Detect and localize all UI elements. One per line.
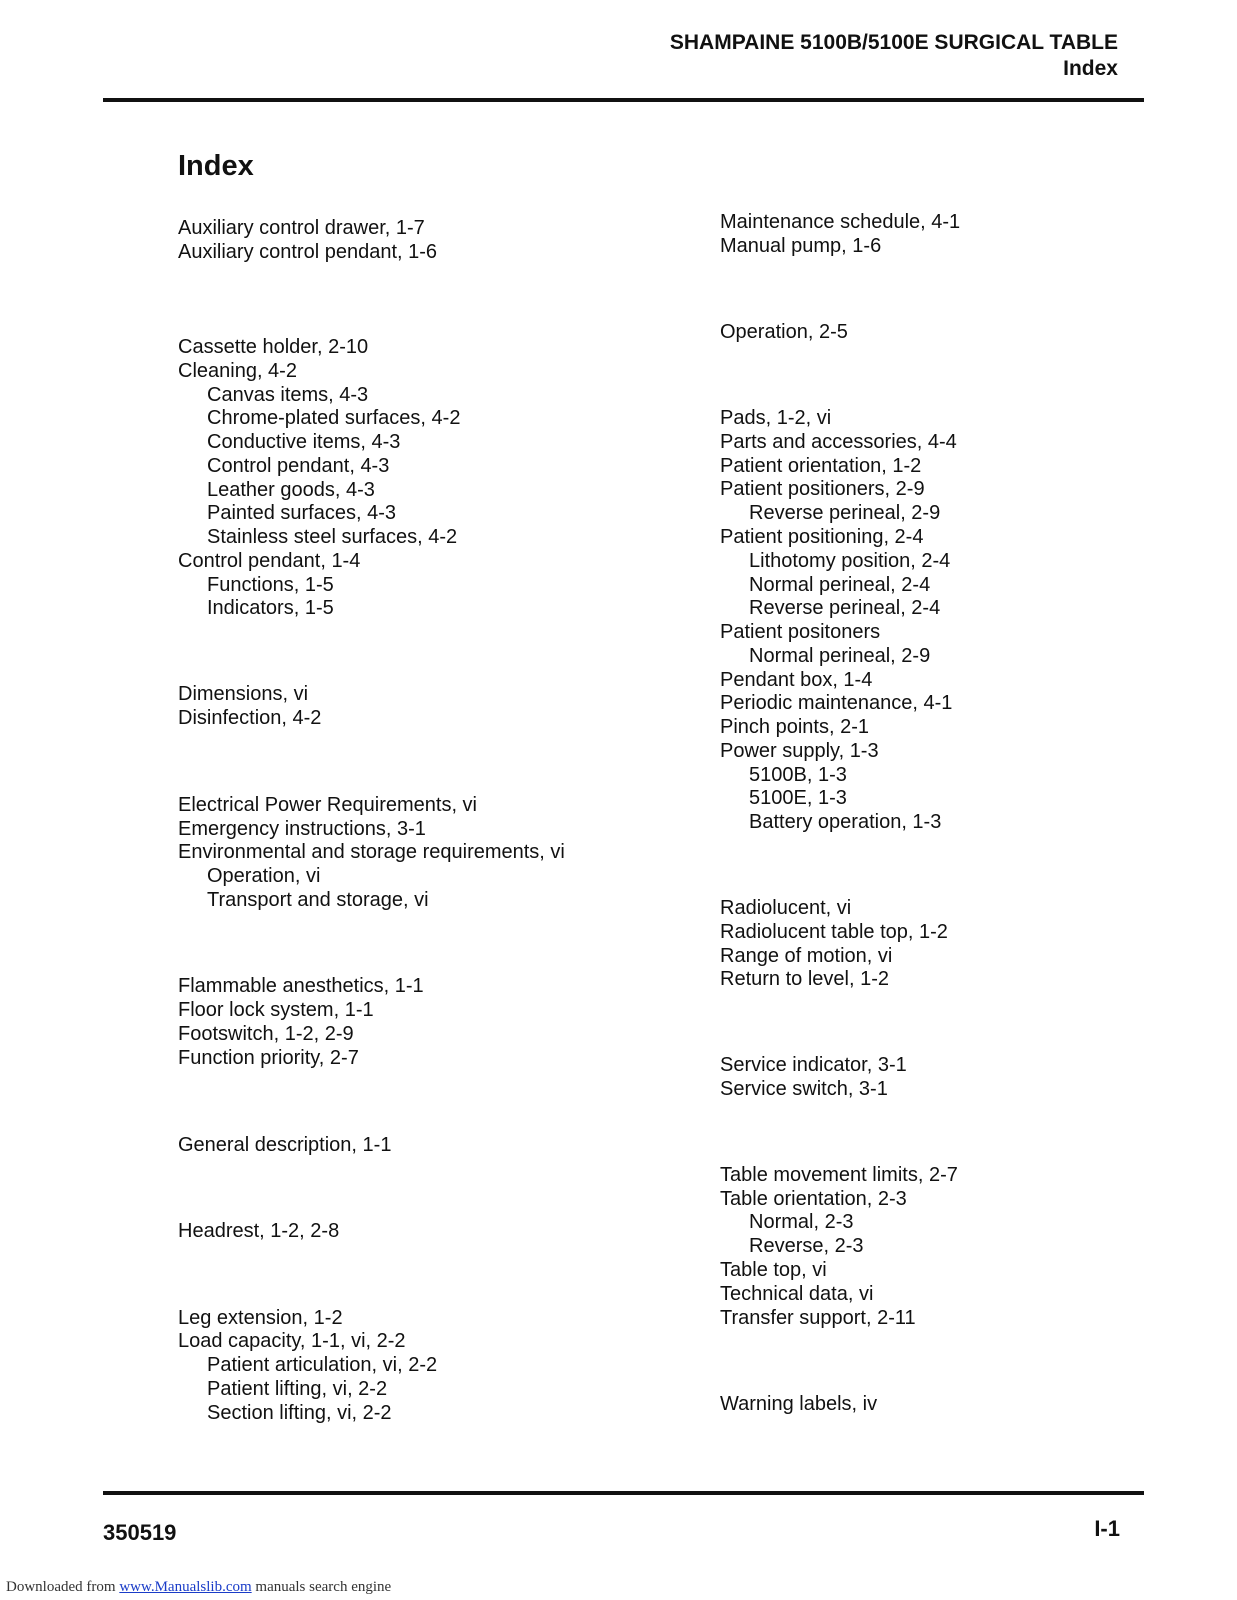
index-entry: Service switch, 3-1	[720, 1078, 888, 1100]
index-entry: Cleaning, 4-2	[178, 360, 297, 382]
header-title: SHAMPAINE 5100B/5100E SURGICAL TABLE	[669, 31, 1118, 54]
index-entry: Floor lock system, 1-1	[178, 999, 374, 1021]
index-subentry: Reverse perineal, 2-9	[749, 502, 941, 524]
index-subentry: Reverse, 2-3	[749, 1235, 864, 1257]
index-entry: Headrest, 1-2, 2-8	[178, 1220, 340, 1242]
running-header	[670, 30, 1118, 82]
index-entry: Disinfection, 4-2	[178, 707, 322, 729]
header-section: Index	[1063, 57, 1118, 80]
index-entry: Emergency instructions, 3-1	[178, 818, 426, 840]
index-entry: Maintenance schedule, 4-1	[720, 211, 961, 233]
index-subentry: Transport and storage, vi	[207, 889, 429, 911]
index-entry: Manual pump, 1-6	[720, 235, 882, 257]
index-subentry: Chrome-plated surfaces, 4-2	[207, 407, 461, 429]
index-subentry: Section lifting, vi, 2-2	[207, 1402, 392, 1424]
index-entry: Technical data, vi	[720, 1283, 874, 1305]
header-rule	[103, 98, 1144, 102]
footer-rule	[103, 1491, 1144, 1495]
index-entry: Auxiliary control drawer, 1-7	[178, 217, 425, 239]
index-subentry: Normal perineal, 2-9	[749, 645, 931, 667]
index-subentry: Reverse perineal, 2-4	[749, 597, 941, 619]
index-entry: Function priority, 2-7	[178, 1047, 359, 1069]
index-entry: Transfer support, 2-11	[720, 1307, 916, 1329]
manualslib-link[interactable]: www.Manualslib.com	[119, 1579, 252, 1595]
index-subentry: 5100E, 1-3	[749, 787, 847, 809]
index-entry: Auxiliary control pendant, 1-6	[178, 241, 438, 263]
index-entry: Table top, vi	[720, 1259, 827, 1281]
document-number: 350519	[103, 1520, 177, 1545]
index-entry: Warning labels, iv	[720, 1393, 878, 1415]
download-note	[6, 1579, 391, 1596]
index-subentry: Indicators, 1-5	[207, 597, 334, 619]
index-entry: Cassette holder, 2-10	[178, 336, 369, 358]
index-subentry: 5100B, 1-3	[749, 764, 847, 786]
index-subentry: Functions, 1-5	[207, 574, 334, 596]
index-entry: Electrical Power Requirements, vi	[178, 794, 477, 816]
index-subentry: Painted surfaces, 4-3	[207, 502, 396, 524]
index-subentry: Patient lifting, vi, 2-2	[207, 1378, 388, 1400]
page-title: Index	[178, 150, 254, 182]
index-entry: Pinch points, 2-1	[720, 716, 869, 738]
index-subentry: Lithotomy position, 2-4	[749, 550, 951, 572]
index-subentry: Control pendant, 4-3	[207, 455, 390, 477]
download-note-suffix: manuals search engine	[251, 1579, 392, 1595]
index-entry: Range of motion, vi	[720, 945, 893, 967]
index-subentry: Normal, 2-3	[749, 1211, 854, 1233]
index-entry: Flammable anesthetics, 1-1	[178, 975, 424, 997]
index-entry: Table movement limits, 2-7	[720, 1164, 958, 1186]
index-subentry: Normal perineal, 2-4	[749, 574, 931, 596]
index-entry: Patient positioners, 2-9	[720, 478, 925, 500]
index-subentry: Operation, vi	[207, 865, 321, 887]
index-entry: Leg extension, 1-2	[178, 1307, 343, 1329]
download-note-prefix: Downloaded from	[6, 1579, 120, 1595]
index-subentry: Conductive items, 4-3	[207, 431, 401, 453]
index-subentry: Canvas items, 4-3	[207, 384, 369, 406]
index-entry: General description, 1-1	[178, 1134, 392, 1156]
index-subentry: Leather goods, 4-3	[207, 479, 375, 501]
index-entry: Operation, 2-5	[720, 321, 848, 343]
index-subentry: Battery operation, 1-3	[749, 811, 942, 833]
index-subentry: Patient articulation, vi, 2-2	[207, 1354, 438, 1376]
index-entry: Control pendant, 1-4	[178, 550, 361, 572]
index-entry: Radiolucent, vi	[720, 897, 852, 919]
index-entry: Footswitch, 1-2, 2-9	[178, 1023, 354, 1045]
index-entry: Pendant box, 1-4	[720, 669, 873, 691]
page-number: I-1	[1094, 1516, 1120, 1541]
index-entry: Environmental and storage requirements, vi	[178, 841, 565, 863]
index-entry: Return to level, 1-2	[720, 968, 889, 990]
index-subentry: Stainless steel surfaces, 4-2	[207, 526, 458, 548]
index-entry: Service indicator, 3-1	[720, 1054, 907, 1076]
index-entry: Dimensions, vi	[178, 683, 309, 705]
index-entry: Power supply, 1-3	[720, 740, 879, 762]
index-entry: Load capacity, 1-1, vi, 2-2	[178, 1330, 406, 1352]
index-entry: Periodic maintenance, 4-1	[720, 692, 953, 714]
index-entry: Patient positoners	[720, 621, 881, 643]
index-entry: Patient orientation, 1-2	[720, 455, 922, 477]
index-entry: Patient positioning, 2-4	[720, 526, 924, 548]
index-entry: Table orientation, 2-3	[720, 1188, 907, 1210]
index-entry: Radiolucent table top, 1-2	[720, 921, 948, 943]
index-entry: Parts and accessories, 4-4	[720, 431, 957, 453]
index-entry: Pads, 1-2, vi	[720, 407, 832, 429]
